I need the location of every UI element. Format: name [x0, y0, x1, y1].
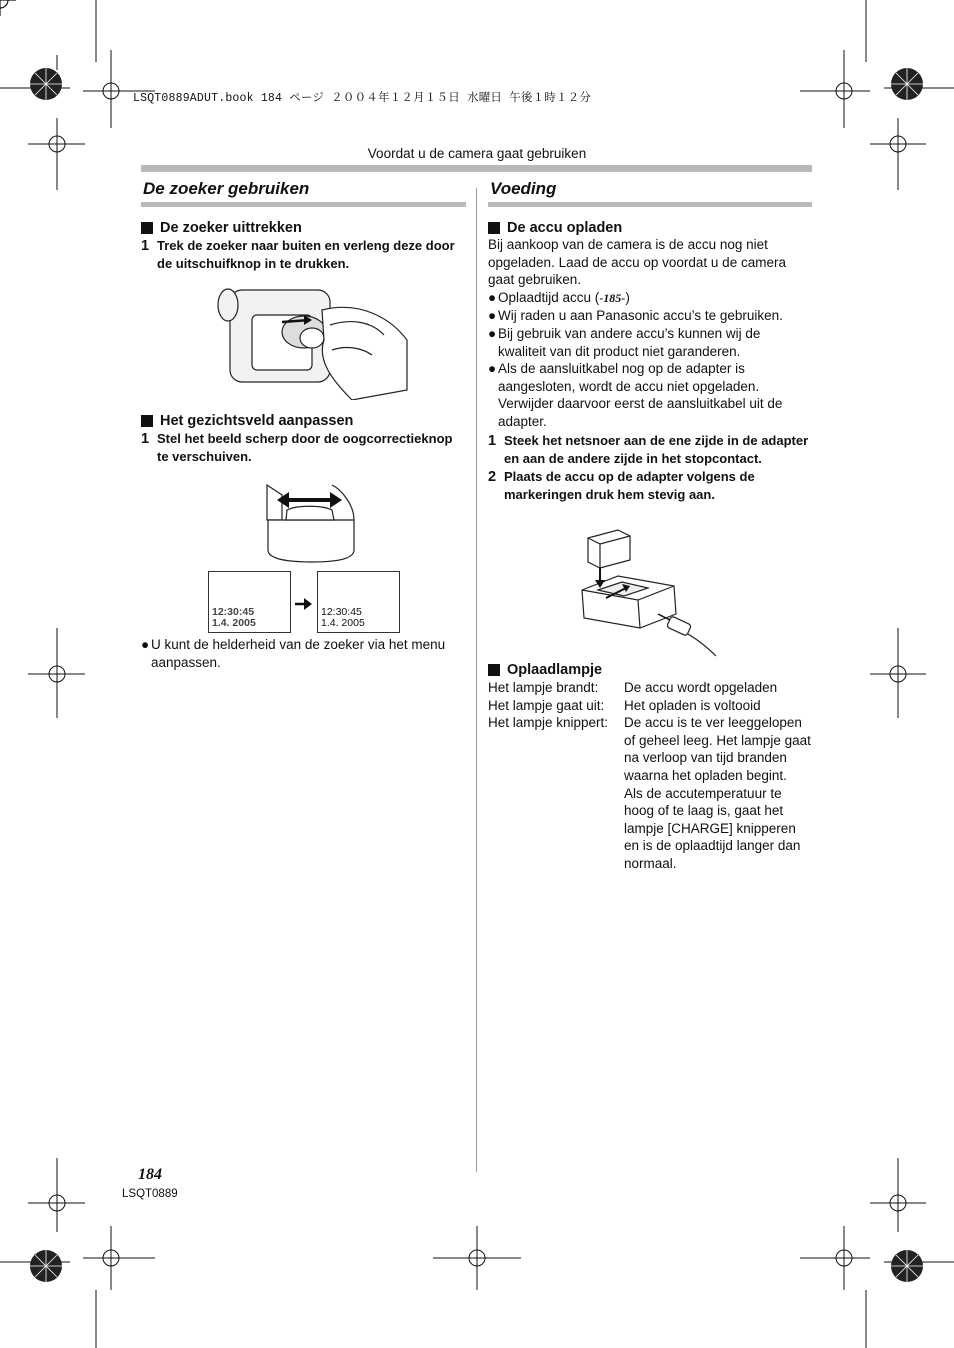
eyepiece-adjust-illustration — [262, 480, 362, 565]
step-gezichtsveld: 1 Stel het beeld scherp door de oogcorrectieknop te verschuiven. — [141, 431, 453, 464]
oplaadlampje-section — [488, 662, 812, 873]
header-bar — [141, 165, 812, 172]
lamp-row-knippert: Het lampje knippert: De accu is te ver leeggelopen of geheel leeg. Het lampje gaat na verloop van tijd branden waarna het opladen begint. Als de accutemperatuur te hoog of te laag is, gaat het lampje [CHARGE] knipperen en is de oplaadtijd langer dan normaal. — [488, 715, 811, 871]
step-zoeker-uittrekken: 1 Trek de zoeker naar buiten en verleng deze door de uitschuifknop in te drukken. — [141, 238, 455, 271]
page-number: 184 — [138, 1166, 162, 1183]
square-bullet-icon — [141, 222, 153, 234]
subheading-oplaadlampje: Oplaadlampje — [488, 662, 812, 678]
section-title-zoeker: De zoeker gebruiken — [143, 179, 310, 198]
page-ref-link[interactable]: -185- — [599, 290, 626, 305]
left-column-lower — [141, 413, 466, 466]
bullet-andere-accus: ● Bij gebruik van andere accu’s kunnen wij de kwaliteit van dit product niet garanderen. — [488, 325, 761, 359]
note-helderheid: ● U kunt de helderheid van de zoeker via het menu aanpassen. — [141, 637, 446, 670]
square-bullet-icon — [141, 415, 153, 427]
subheading-accu-opladen: De accu opladen — [488, 220, 812, 236]
bullet-oplaadtijd: ● Oplaadtijd accu (-185-) — [488, 289, 630, 305]
left-column — [141, 179, 466, 273]
step-netsnoer: 1 Steek het netsnoer aan de ene zijde in de adapter en aan de andere zijde in het stopcontact. — [488, 432, 809, 466]
print-meta-line: LSQT0889ADUT.book 184 ページ ２００４年１２月１５日 水曜日 午後１時１２分 — [133, 92, 592, 105]
right-column — [488, 179, 812, 504]
section-rule — [141, 202, 466, 207]
camera-viewfinder-illustration — [212, 280, 412, 400]
document-code: LSQT0889 — [122, 1188, 178, 1200]
subheading-gezichtsveld: Het gezichtsveld aanpassen — [141, 413, 466, 429]
intro-text: Bij aankoop van de camera is de accu nog niet opgeladen. Laad de accu op voordat u de camera gaat gebruiken. — [488, 237, 786, 288]
section-rule — [488, 202, 812, 207]
section-title-voeding: Voeding — [490, 179, 557, 198]
square-bullet-icon — [488, 664, 500, 676]
viewfinder-screen-blurry: 12:30:45 1.4. 2005 — [208, 571, 291, 633]
running-header: Voordat u de camera gaat gebruiken — [367, 146, 587, 161]
bullet-aansluitkabel: ● Als de aansluitkabel nog op de adapter is aangesloten, wordt de accu niet opgeladen. Verwijder daarvoor eerst de aansluitkabel uit de adapter. — [488, 361, 783, 429]
bullet-panasonic: ● Wij raden u aan Panasonic accu’s te gebruiken. — [488, 308, 783, 324]
square-bullet-icon — [488, 222, 500, 234]
lamp-row-brandt: Het lampje brandt: De accu wordt opgeladen — [488, 680, 778, 695]
subheading-zoeker-uittrekken: De zoeker uittrekken — [141, 220, 466, 236]
step-accu-plaatsen: 2 Plaats de accu op de adapter volgens de markeringen druk hem stevig aan. — [488, 468, 755, 502]
battery-charger-illustration — [578, 528, 720, 664]
lamp-row-uit: Het lampje gaat uit: Het opladen is voltooid — [488, 697, 761, 713]
arrow-right-icon — [294, 597, 314, 611]
viewfinder-screen-sharp: 12:30:45 1.4. 2005 — [317, 571, 400, 633]
column-divider — [476, 188, 477, 1172]
